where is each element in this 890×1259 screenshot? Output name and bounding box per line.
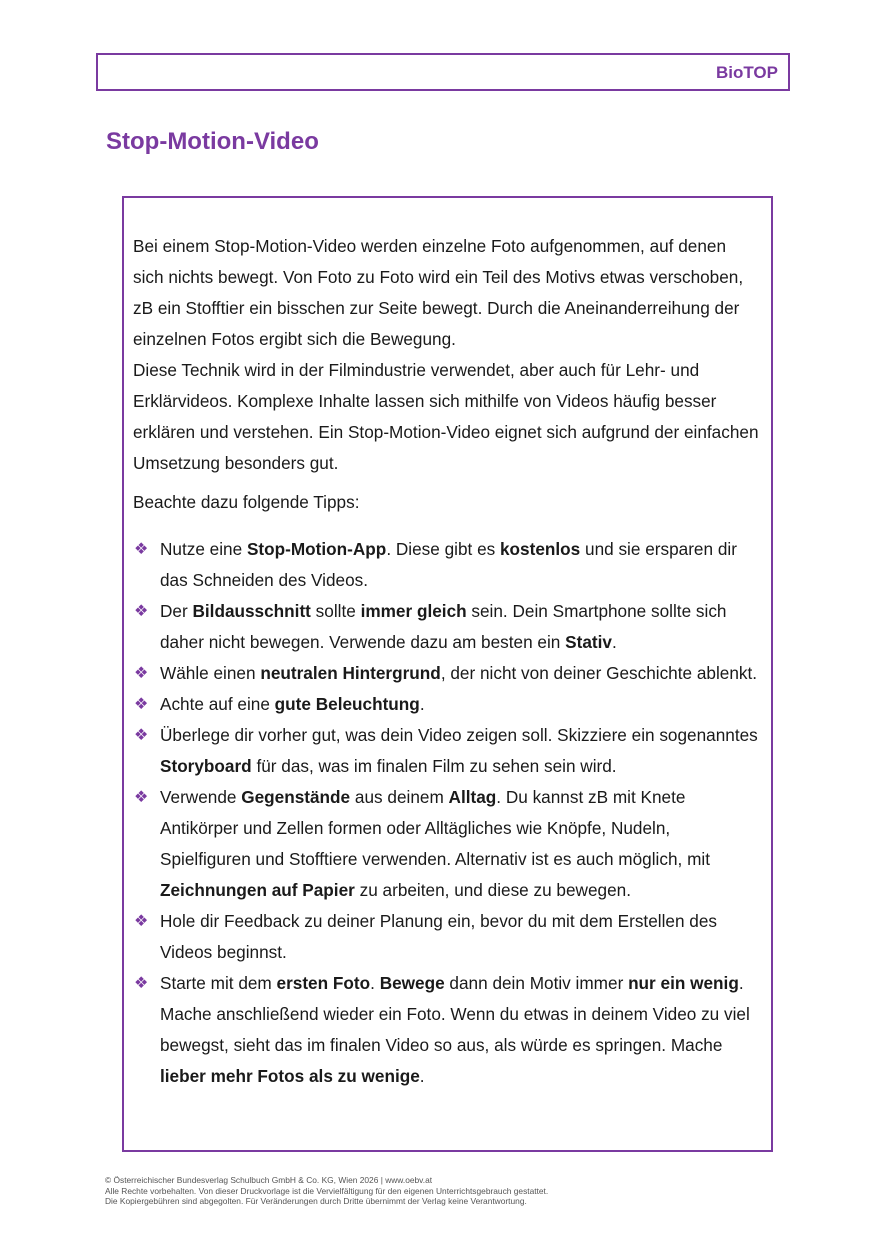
bullet-icon: ❖ [134,696,149,713]
tip-bold-text: Bildausschnitt [192,601,311,621]
tip-text: Starte mit dem [160,973,277,993]
intro-paragraph-2: Diese Technik wird in der Filmindustrie verwendet, aber auch für Lehr- und Erklärvideos. Komplexe Inhalte lassen sich mithilfe von Videos häufig besser erklären und verstehen. Ein Stop-Motion-Video eignet sich aufgrund der einfachen Umsetzung besonders gut. [133,360,759,473]
tip-item [133,968,759,1092]
tip-bold-text: gute Beleuchtung [274,694,420,714]
tip-bold-text: neutralen Hintergrund [260,663,441,683]
tip-text: . [370,973,380,993]
tip-item [133,658,759,689]
tip-bold-text: Zeichnungen auf Papier [160,880,355,900]
tip-bold-text: Alltag [448,787,497,807]
tip-bold-text: nur ein wenig [628,973,739,993]
tips-heading: Beachte dazu folgende Tipps: [133,492,360,512]
tip-text: Überlege dir vorher gut, was dein Video zeigen soll. Skizziere ein sogenanntes [160,725,758,745]
tip-text: sein. Dein Smartphone sollte sich daher nicht bewegen. Verwende dazu am besten ein [160,601,727,652]
content-box [122,196,773,1152]
tip-text: sollte [310,601,361,621]
bullet-icon: ❖ [134,665,149,682]
tip-text: . [419,1066,425,1086]
brand-label: BioTOP [715,63,778,82]
tip-bold-text: Bewege [379,973,445,993]
tip-bold-text: Stativ [565,632,612,652]
tip-item [133,534,759,596]
bullet-icon: ❖ [134,541,149,558]
tip-text: Nutze eine [160,539,247,559]
tip-text: . Mache anschließend wieder ein Foto. Wenn du etwas in deinem Video zu viel bewegst, sieht das im finalen Video so aus, als würde es springen. Mache [160,973,750,1055]
tip-text: Der [160,601,193,621]
tip-bold-text: ersten Foto [276,973,371,993]
page-title: Stop-Motion-Video [106,128,319,155]
bullet-icon: ❖ [134,603,149,620]
tip-text: Achte auf eine [160,694,275,714]
footer [105,1175,548,1207]
tip-bold-text: Stop-Motion-App [246,539,387,559]
tip-text: dann dein Motiv immer [444,973,629,993]
tip-bold-text: lieber mehr Fotos als zu wenige [160,1066,420,1086]
tips-list [133,534,759,1092]
tip-text: . [611,632,617,652]
bullet-icon: ❖ [134,913,149,930]
header-box [96,53,790,91]
bullet-icon: ❖ [134,975,149,992]
bullet-icon: ❖ [134,789,149,806]
tip-text: . Du kannst zB mit Knete Antikörper und Zellen formen oder Alltägliches wie Knöpfe, Nudeln, Spielfiguren und Stofftiere verwenden. Alternativ ist es auch möglich, mit [160,787,710,869]
tip-text: Wähle einen [160,663,261,683]
footer-copyright: © Österreichischer Bundesverlag Schulbuch GmbH & Co. KG, Wien 2026 | www.oebv.at [105,1175,433,1185]
tip-text: für das, was im finalen Film zu sehen sein wird. [251,756,617,776]
footer-fees: Die Kopiergebühren sind abgegolten. Für Veränderungen durch Dritte übernimmt der Verlag keine Verantwortung. [105,1196,527,1206]
tip-text: aus deinem [350,787,449,807]
tip-item [133,906,759,968]
tip-text: . Diese gibt es [386,539,500,559]
tip-text: . [419,694,425,714]
tip-item [133,782,759,906]
tip-item [133,689,759,720]
tip-bold-text: Gegenstände [241,787,351,807]
tip-text: Verwende [160,787,242,807]
tip-bold-text: kostenlos [500,539,581,559]
intro-paragraph-1: Bei einem Stop-Motion-Video werden einzelne Foto aufgenommen, auf denen sich nichts bewegt. Von Foto zu Foto wird ein Teil des Motivs etwas verschoben, zB ein Stofftier ein bisschen zur Seite bewegt. Durch die Aneinanderreihung der einzelnen Fotos ergibt sich die Bewegung. [133,236,744,349]
bullet-icon: ❖ [134,727,149,744]
tip-text: Hole dir Feedback zu deiner Planung ein, bevor du mit dem Erstellen des Videos beginnst. [160,911,717,962]
tip-item [133,596,759,658]
tip-bold-text: immer gleich [360,601,467,621]
footer-rights: Alle Rechte vorbehalten. Von dieser Druckvorlage ist die Vervielfältigung für den eigenen Unterrichtsgebrauch gestattet. [105,1185,549,1196]
tip-item [133,720,759,782]
tip-text: , der nicht von deiner Geschichte ablenkt. [440,663,758,683]
tip-text: und sie ersparen dir das Schneiden des Videos. [160,539,737,590]
tip-bold-text: Storyboard [160,756,252,776]
tip-text: zu arbeiten, und diese zu bewegen. [354,880,631,900]
